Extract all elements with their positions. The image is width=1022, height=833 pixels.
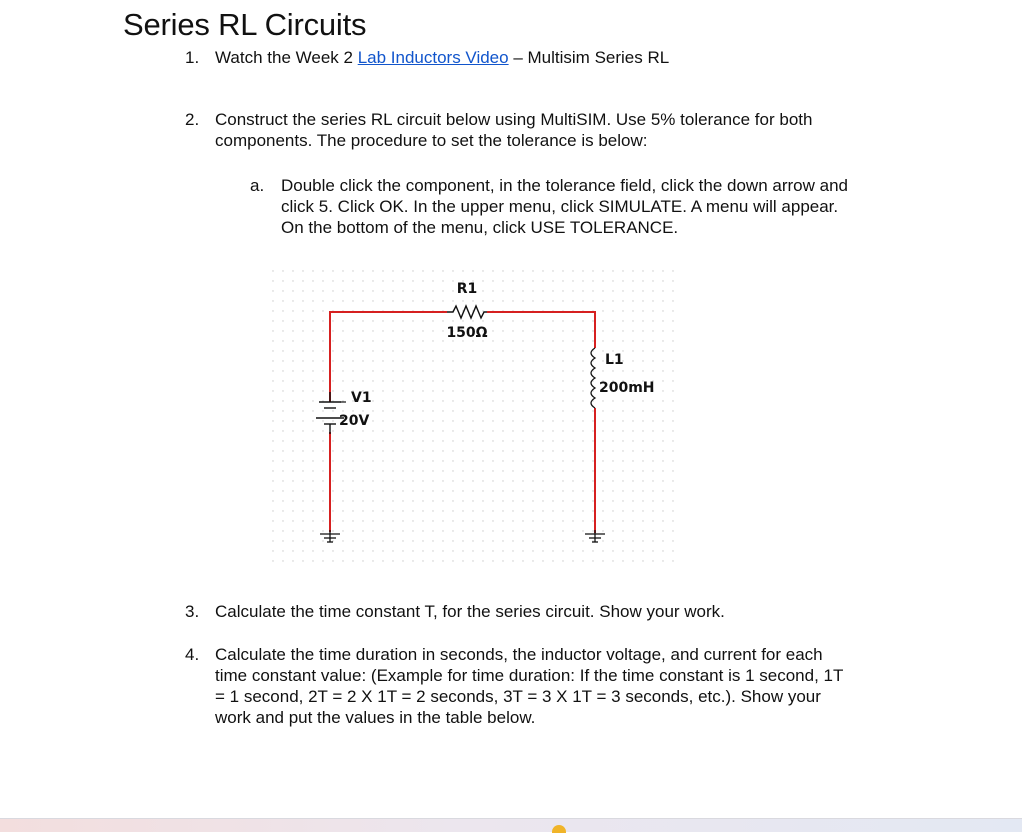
window-bottom-strip [0, 818, 1022, 832]
step-2-line-2: components. The procedure to set the tolerance is below: [215, 131, 648, 150]
step-1 [185, 47, 885, 69]
step-2-line-1: Construct the series RL circuit below using MultiSIM. Use 5% tolerance for both [215, 110, 813, 129]
page-title: Series RL Circuits [123, 7, 367, 42]
step-4-line-3: = 1 second, 2T = 2 X 1T = 2 seconds, 3T = 3 X 1T = 3 seconds, etc.). Show your [215, 687, 821, 706]
step-1-text-before: Watch the Week 2 [215, 48, 358, 67]
schematic-grid [272, 270, 682, 570]
step-1-text-after: – Multisim Series RL [508, 48, 670, 67]
l1-name-label: L1 [605, 352, 624, 368]
step-2a [250, 175, 930, 239]
step-2a-line-2: click 5. Click OK. In the upper menu, click SIMULATE. A menu will appear. [281, 197, 839, 216]
lab-inductors-video-link[interactable]: Lab Inductors Video [357, 48, 509, 67]
step-3 [185, 601, 905, 623]
step-3-line-1: Calculate the time constant T, for the series circuit. Show your work. [215, 602, 725, 621]
step-2 [185, 109, 905, 153]
taskbar-indicator [552, 825, 566, 833]
r1-value-label: 150Ω [446, 325, 488, 341]
step-4-line-4: work and put the values in the table below. [215, 708, 536, 727]
step-1-text [215, 47, 669, 68]
step-1-number: 1. [185, 48, 200, 67]
rl-circuit-schematic [272, 270, 682, 570]
l1-value-label: 200mH [599, 380, 655, 396]
v1-name-label: V1 [351, 390, 372, 406]
step-4 [185, 644, 915, 730]
v1-value-label: 20V [339, 413, 370, 429]
step-4-line-2: time constant value: (Example for time duration: If the time constant is 1 second, 1T [215, 666, 844, 685]
r1-name-label: R1 [456, 281, 478, 297]
step-2-number: 2. [185, 110, 200, 129]
step-4-number: 4. [185, 645, 200, 664]
step-2a-line-1: Double click the component, in the tolerance field, click the down arrow and [281, 176, 848, 195]
step-2a-line-3: On the bottom of the menu, click USE TOLERANCE. [281, 218, 679, 237]
step-3-number: 3. [185, 602, 200, 621]
step-2a-letter: a. [250, 176, 265, 195]
step-4-line-1: Calculate the time duration in seconds, the inductor voltage, and current for each [215, 645, 823, 664]
